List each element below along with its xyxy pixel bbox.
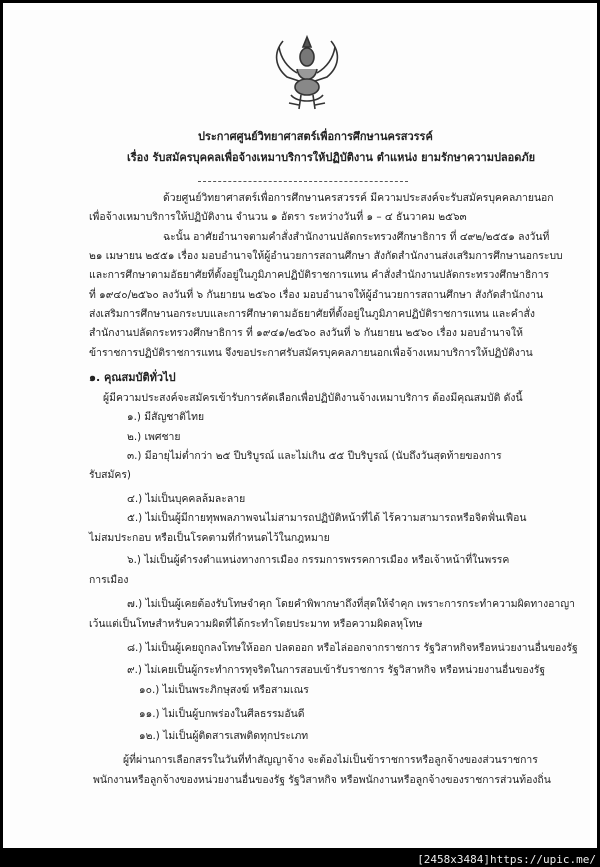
qualification-item: ๗.) ไม่เป็นผู้เคยต้องรับโทษจำคุก โดยคำพิพากษาถึงที่สุดให้จำคุก เพราะการกระทำความผิดทางอาญา: [127, 598, 575, 610]
qualification-item: ๑๑.) ไม่เป็นผู้บกพร่องในศีลธรรมอันดี: [139, 708, 305, 720]
watermark-text: [2458x3484]https://upic.me/: [417, 853, 596, 866]
intro-line: ๒๑ เมษายน ๒๕๕๑ เรื่อง มอบอำนาจให้ผู้อำนวยการสถานศึกษา สังกัดสำนักงานส่งเสริมการศึกษานอกระบบ: [89, 250, 563, 262]
intro-line: ฉะนั้น อาศัยอำนาจตามคำสั่งสำนักงานปลัดกระทรวงศึกษาธิการ ที่ ๔๙๒/๒๕๕๑ ลงวันที่: [163, 231, 550, 243]
intro-line: สำนักงานปลัดกระทรวงศึกษาธิการ ที่ ๑๙๔๑/๒๕๖๐ ลงวันที่ ๖ กันยายน ๒๕๖๐ เรื่อง มอบอำนาจให้: [89, 327, 523, 339]
qualification-item: ๓.) มีอายุไม่ต่ำกว่า ๒๕ ปีบริบูรณ์ และไม่เกิน ๕๕ ปีบริบูรณ์ (นับถึงวันสุดท้ายของการ: [127, 450, 502, 462]
qualification-item: ๔.) ไม่เป็นบุคคลล้มละลาย: [127, 493, 246, 505]
qualification-item-cont: ไม่สมประกอบ หรือเป็นโรคตามที่กำหนดไว้ในกฎหมาย: [89, 532, 330, 544]
section-line: ผู้ที่ผ่านการเลือกสรรในวันที่ทำสัญญาจ้าง จะต้องไม่เป็นข้าราชการหรือลูกจ้างของส่วนราชการ: [123, 754, 538, 766]
qualification-item: ๖.) ไม่เป็นผู้ดำรงตำแหน่งทางการเมือง กรรมการพรรคการเมือง หรือเจ้าหน้าที่ในพรรค: [127, 554, 510, 566]
divider: [198, 181, 408, 182]
intro-line: และการศึกษาตามอัธยาศัยที่ตั้งอยู่ในภูมิภาคปฏิบัติราชการแทน คำสั่งสำนักงานปลัดกระทรวงศึกษาธิการ: [89, 269, 549, 281]
qualification-item: ๑๐.) ไม่เป็นพระภิกษุสงฆ์ หรือสามเณร: [139, 684, 309, 696]
intro-line: ด้วยศูนย์วิทยาศาสตร์เพื่อการศึกษานครสวรรค์ มีความประสงค์จะรับสมัครบุคคลภายนอก: [163, 192, 554, 204]
qualification-item-cont: เว้นแต่เป็นโทษสำหรับความผิดที่ได้กระทำโดยประมาท หรือความผิดลหุโทษ: [89, 618, 423, 630]
document-page: [3, 3, 597, 848]
qualification-item: ๕.) ไม่เป็นผู้มีกายทุพพลภาพจนไม่สามารถปฏิบัติหน้าที่ได้ ไร้ความสามารถหรือจิตฟั่นเฟือน: [127, 512, 527, 524]
intro-line: ส่งเสริมการศึกษานอกระบบและการศึกษาตามอัธยาศัยที่ตั้งอยู่ในภูมิภาคปฏิบัติราชการแทน และคำสั่ง: [89, 308, 535, 320]
qualification-item-cont: การเมือง: [89, 574, 129, 586]
qualification-item-cont: รับสมัคร): [89, 469, 131, 481]
section-heading: ๑. คุณสมบัติทั่วไป: [89, 371, 176, 384]
qualification-item: ๙.) ไม่เคยเป็นผู้กระทำการทุจริตในการสอบเข้ารับราชการ รัฐวิสาหกิจ หรือหน่วยงานอื่นของรัฐ: [127, 664, 546, 676]
intro-line: ที่ ๑๙๔๐/๒๕๖๐ ลงวันที่ ๖ กันยายน ๒๕๖๐ เรื่อง มอบอำนาจให้ผู้อำนวยการสถานศึกษา สังกัดสำนักงาน: [89, 289, 544, 301]
qualification-item: ๑๒.) ไม่เป็นผู้ติดสารเสพติดทุกประเภท: [139, 730, 309, 742]
qualification-item: ๘.) ไม่เป็นผู้เคยถูกลงโทษให้ออก ปลดออก หรือไล่ออกจากราชการ รัฐวิสาหกิจหรือหน่วยงานอื่นของรัฐ: [127, 642, 578, 654]
qualification-item: ๒.) เพศชาย: [127, 431, 181, 443]
announcement-subject: เรื่อง รับสมัครบุคคลเพื่อจ้างเหมาบริการให้ปฏิบัติงาน ตำแหน่ง ยามรักษาความปลอดภัย: [127, 151, 536, 164]
garuda-emblem-icon: [269, 33, 345, 115]
section-line: ผู้มีความประสงค์จะสมัครเข้ารับการคัดเลือกเพื่อปฏิบัติงานจ้างเหมาบริการ ต้องมีคุณสมบัติ ดังนี้: [103, 392, 523, 404]
intro-line: เพื่อจ้างเหมาบริการให้ปฏิบัติงาน จำนวน ๑ อัตรา ระหว่างวันที่ ๑ – ๔ ธันวาคม ๒๕๖๓: [89, 211, 467, 223]
intro-line: ข้าราชการปฏิบัติราชการแทน จึงขอประกาศรับสมัครบุคคลภายนอกเพื่อจ้างเหมาบริการให้ปฏิบัติงาน: [89, 347, 533, 359]
section-line: พนักงานหรือลูกจ้างของหน่วยงานอื่นของรัฐ รัฐวิสาหกิจ หรือพนักงานหรือลูกจ้างของราชการส่วนท้องถิ่น: [93, 774, 551, 786]
qualification-item: ๑.) มีสัญชาติไทย: [127, 411, 205, 423]
announcement-title: ประกาศศูนย์วิทยาศาสตร์เพื่อการศึกษานครสวรรค์: [198, 130, 433, 143]
